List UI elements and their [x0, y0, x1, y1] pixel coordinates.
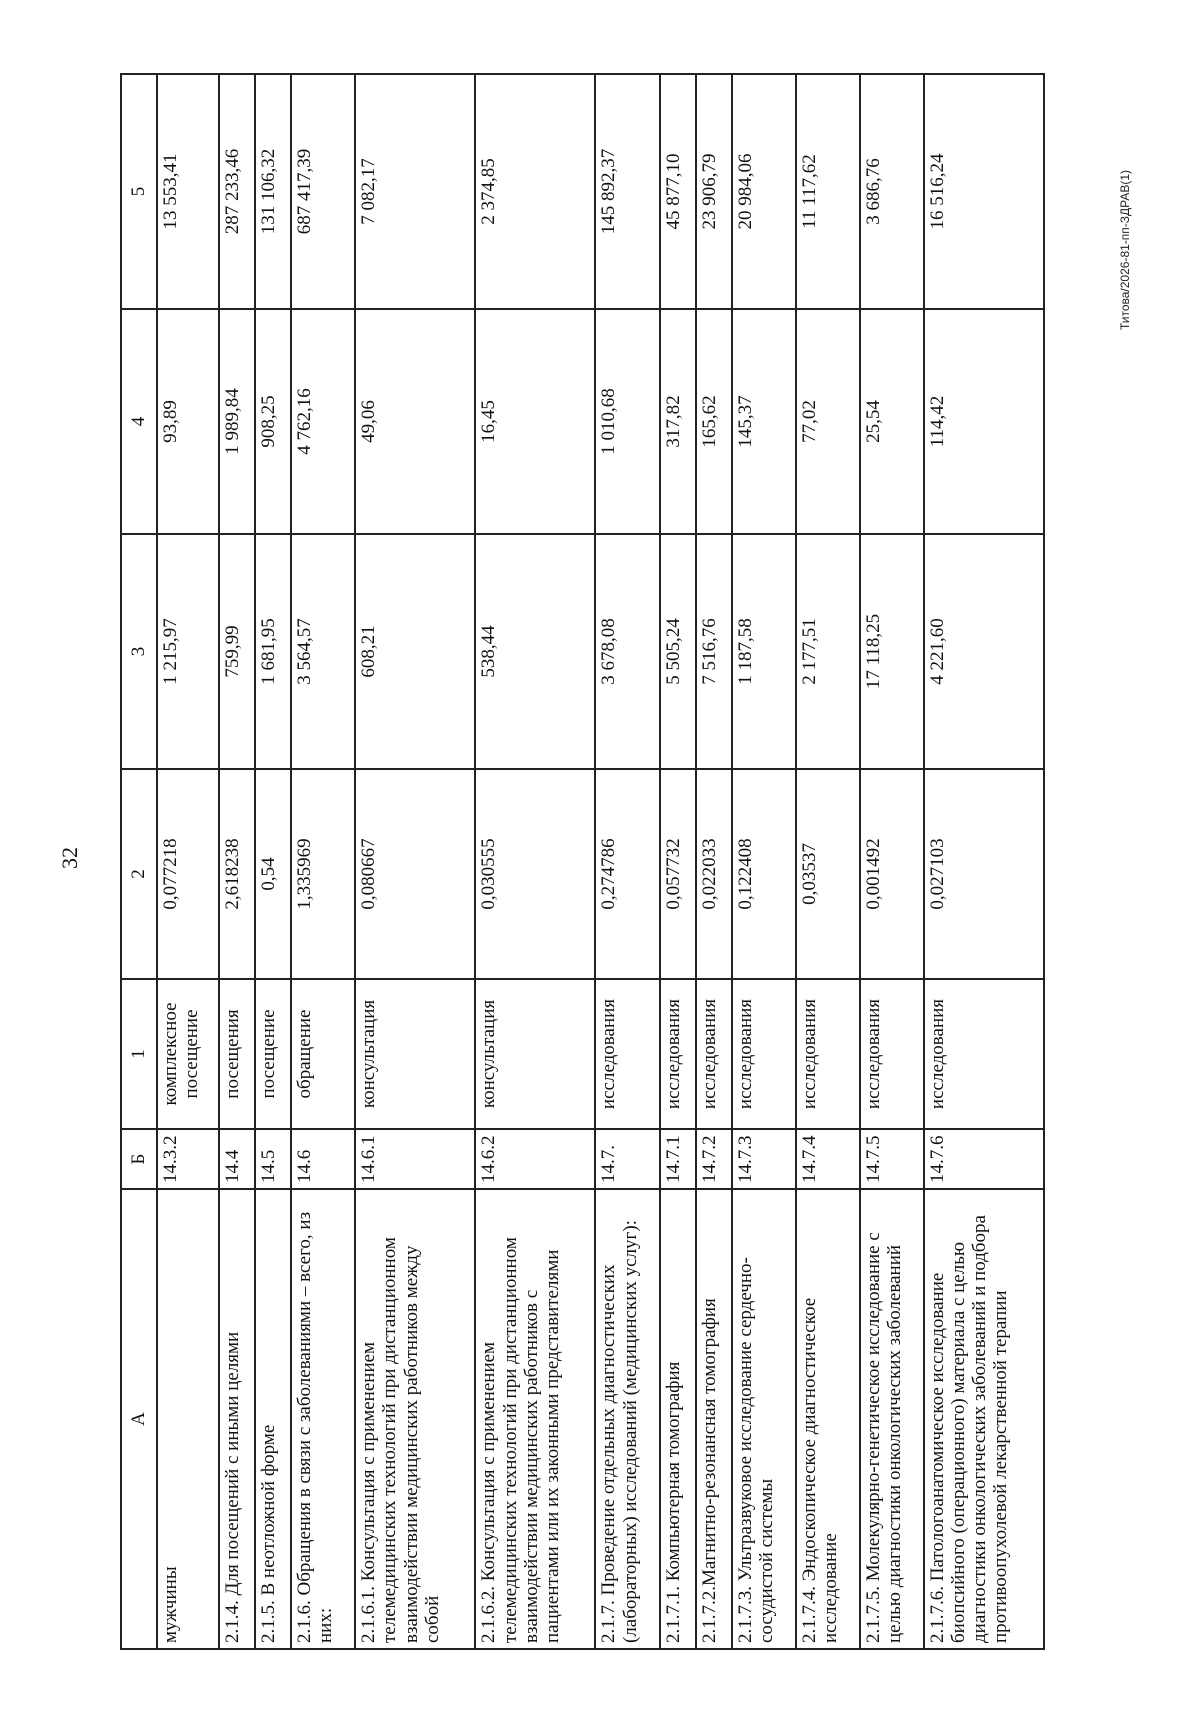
cell-name: 2.1.7.3. Ультразвуковое исследование сердечно-сосудистой системы	[732, 1189, 796, 1649]
cell-unit: исследования	[660, 979, 696, 1129]
cell-col-5: 16 516,24	[924, 74, 1044, 309]
cell-col-2: 0,057732	[660, 769, 696, 979]
cell-col-4: 317,82	[660, 309, 696, 534]
cell-unit: исследования	[732, 979, 796, 1129]
header-col-b: Б	[121, 1129, 157, 1189]
cell-col-2: 0,274786	[595, 769, 659, 979]
header-col-2: 2	[121, 769, 157, 979]
cell-col-5: 23 906,79	[696, 74, 732, 309]
cell-col-2: 0,54	[255, 769, 291, 979]
cell-code: 14.5	[255, 1129, 291, 1189]
services-table	[120, 73, 1045, 1650]
cell-col-2: 0,077218	[157, 769, 219, 979]
cell-col-3: 4 221,60	[924, 534, 1044, 769]
cell-name: 2.1.7.1. Компьютерная томография	[660, 1189, 696, 1649]
table-header-row	[121, 74, 157, 1649]
cell-name: 2.1.6.2. Консультация с применением телемедицинских технологий при дистанционном взаимодействии медицинских работников с пациентами или их законными представителями	[475, 1189, 595, 1649]
cell-unit: комплексное посещение	[157, 979, 219, 1129]
cell-col-2: 0,001492	[860, 769, 924, 979]
cell-unit: исследования	[595, 979, 659, 1129]
cell-col-5: 7 082,17	[355, 74, 475, 309]
cell-col-5: 2 374,85	[475, 74, 595, 309]
cell-col-5: 20 984,06	[732, 74, 796, 309]
cell-unit: консультация	[475, 979, 595, 1129]
cell-unit: посещения	[219, 979, 255, 1129]
page-number: 32	[57, 847, 82, 869]
cell-code: 14.7.3	[732, 1129, 796, 1189]
table-row	[860, 74, 924, 1649]
cell-col-5: 45 877,10	[660, 74, 696, 309]
cell-col-4: 1 989,84	[219, 309, 255, 534]
cell-col-3: 1 681,95	[255, 534, 291, 769]
cell-col-5: 13 553,41	[157, 74, 219, 309]
cell-code: 14.6.1	[355, 1129, 475, 1189]
header-col-3: 3	[121, 534, 157, 769]
cell-col-3: 759,99	[219, 534, 255, 769]
cell-col-5: 687 417,39	[291, 74, 355, 309]
cell-col-4: 908,25	[255, 309, 291, 534]
cell-col-4: 93,89	[157, 309, 219, 534]
cell-col-5: 11 117,62	[796, 74, 860, 309]
table-wrapper	[120, 75, 1045, 1650]
cell-col-5: 145 892,37	[595, 74, 659, 309]
table-row	[475, 74, 595, 1649]
cell-col-2: 2,618238	[219, 769, 255, 979]
cell-col-4: 165,62	[696, 309, 732, 534]
table-row	[291, 74, 355, 1649]
cell-code: 14.6	[291, 1129, 355, 1189]
table-row	[219, 74, 255, 1649]
cell-col-3: 5 505,24	[660, 534, 696, 769]
cell-col-3: 2 177,51	[796, 534, 860, 769]
cell-col-4: 49,06	[355, 309, 475, 534]
table-row	[796, 74, 860, 1649]
header-col-a: А	[121, 1189, 157, 1649]
cell-col-3: 608,21	[355, 534, 475, 769]
table-row	[660, 74, 696, 1649]
cell-col-2: 0,03537	[796, 769, 860, 979]
cell-unit: исследования	[796, 979, 860, 1129]
table-row	[355, 74, 475, 1649]
cell-code: 14.7.	[595, 1129, 659, 1189]
cell-col-2: 0,022033	[696, 769, 732, 979]
cell-name: 2.1.6. Обращения в связи с заболеваниями – всего, из них:	[291, 1189, 355, 1649]
header-col-1: 1	[121, 979, 157, 1129]
cell-unit: исследования	[860, 979, 924, 1129]
cell-unit: исследования	[924, 979, 1044, 1129]
cell-col-3: 3 678,08	[595, 534, 659, 769]
cell-col-2: 0,080667	[355, 769, 475, 979]
cell-col-5: 287 233,46	[219, 74, 255, 309]
cell-col-5: 3 686,76	[860, 74, 924, 309]
cell-col-3: 538,44	[475, 534, 595, 769]
cell-col-4: 145,37	[732, 309, 796, 534]
header-col-4: 4	[121, 309, 157, 534]
cell-name: 2.1.5. В неотложной форме	[255, 1189, 291, 1649]
cell-name: 2.1.4. Для посещений с иными целями	[219, 1189, 255, 1649]
cell-col-3: 3 564,57	[291, 534, 355, 769]
cell-code: 14.4	[219, 1129, 255, 1189]
cell-col-4: 1 010,68	[595, 309, 659, 534]
cell-name: 2.1.7.4. Эндоскопическое диагностическое исследование	[796, 1189, 860, 1649]
cell-name: 2.1.7.2.Магнитно-резонансная томография	[696, 1189, 732, 1649]
cell-code: 14.7.5	[860, 1129, 924, 1189]
cell-name: 2.1.7.5. Молекулярно-генетическое исследование с целью диагностики онкологических заболеваний	[860, 1189, 924, 1649]
cell-col-3: 1 187,58	[732, 534, 796, 769]
cell-name: 2.1.7. Проведение отдельных диагностических (лабораторных) исследований (медицинских услуг):	[595, 1189, 659, 1649]
cell-col-4: 77,02	[796, 309, 860, 534]
cell-name: мужчины	[157, 1189, 219, 1649]
cell-col-2: 1,335969	[291, 769, 355, 979]
cell-code: 14.7.2	[696, 1129, 732, 1189]
table-row	[595, 74, 659, 1649]
cell-unit: обращение	[291, 979, 355, 1129]
cell-col-3: 17 118,25	[860, 534, 924, 769]
table-row	[255, 74, 291, 1649]
cell-code: 14.7.4	[796, 1129, 860, 1189]
cell-unit: посещение	[255, 979, 291, 1129]
table-row	[924, 74, 1044, 1649]
cell-col-4: 4 762,16	[291, 309, 355, 534]
cell-col-4: 16,45	[475, 309, 595, 534]
header-col-5: 5	[121, 74, 157, 309]
cell-name: 2.1.6.1. Консультация с применением телемедицинских технологий при дистанционном взаимодействии медицинских работников между собой	[355, 1189, 475, 1649]
cell-col-2: 0,122408	[732, 769, 796, 979]
cell-code: 14.7.6	[924, 1129, 1044, 1189]
cell-code: 14.7.1	[660, 1129, 696, 1189]
cell-col-4: 25,54	[860, 309, 924, 534]
cell-code: 14.3.2	[157, 1129, 219, 1189]
cell-col-2: 0,030555	[475, 769, 595, 979]
cell-col-3: 7 516,76	[696, 534, 732, 769]
cell-col-4: 114,42	[924, 309, 1044, 534]
cell-unit: исследования	[696, 979, 732, 1129]
cell-col-2: 0,027103	[924, 769, 1044, 979]
cell-name: 2.1.7.6. Патологоанатомическое исследование биопсийного (операционного) материала с целью диагностики онкологических заболеваний и подбора противоопухолевой лекарственной терапии	[924, 1189, 1044, 1649]
document-reference: Титова/2026-81-пп-ЗДРАВ(1)	[1118, 169, 1132, 331]
table-row	[732, 74, 796, 1649]
cell-code: 14.6.2	[475, 1129, 595, 1189]
cell-col-5: 131 106,32	[255, 74, 291, 309]
cell-col-3: 1 215,97	[157, 534, 219, 769]
rotated-table-container	[120, 75, 1045, 1650]
cell-unit: консультация	[355, 979, 475, 1129]
table-row	[157, 74, 219, 1649]
table-row	[696, 74, 732, 1649]
